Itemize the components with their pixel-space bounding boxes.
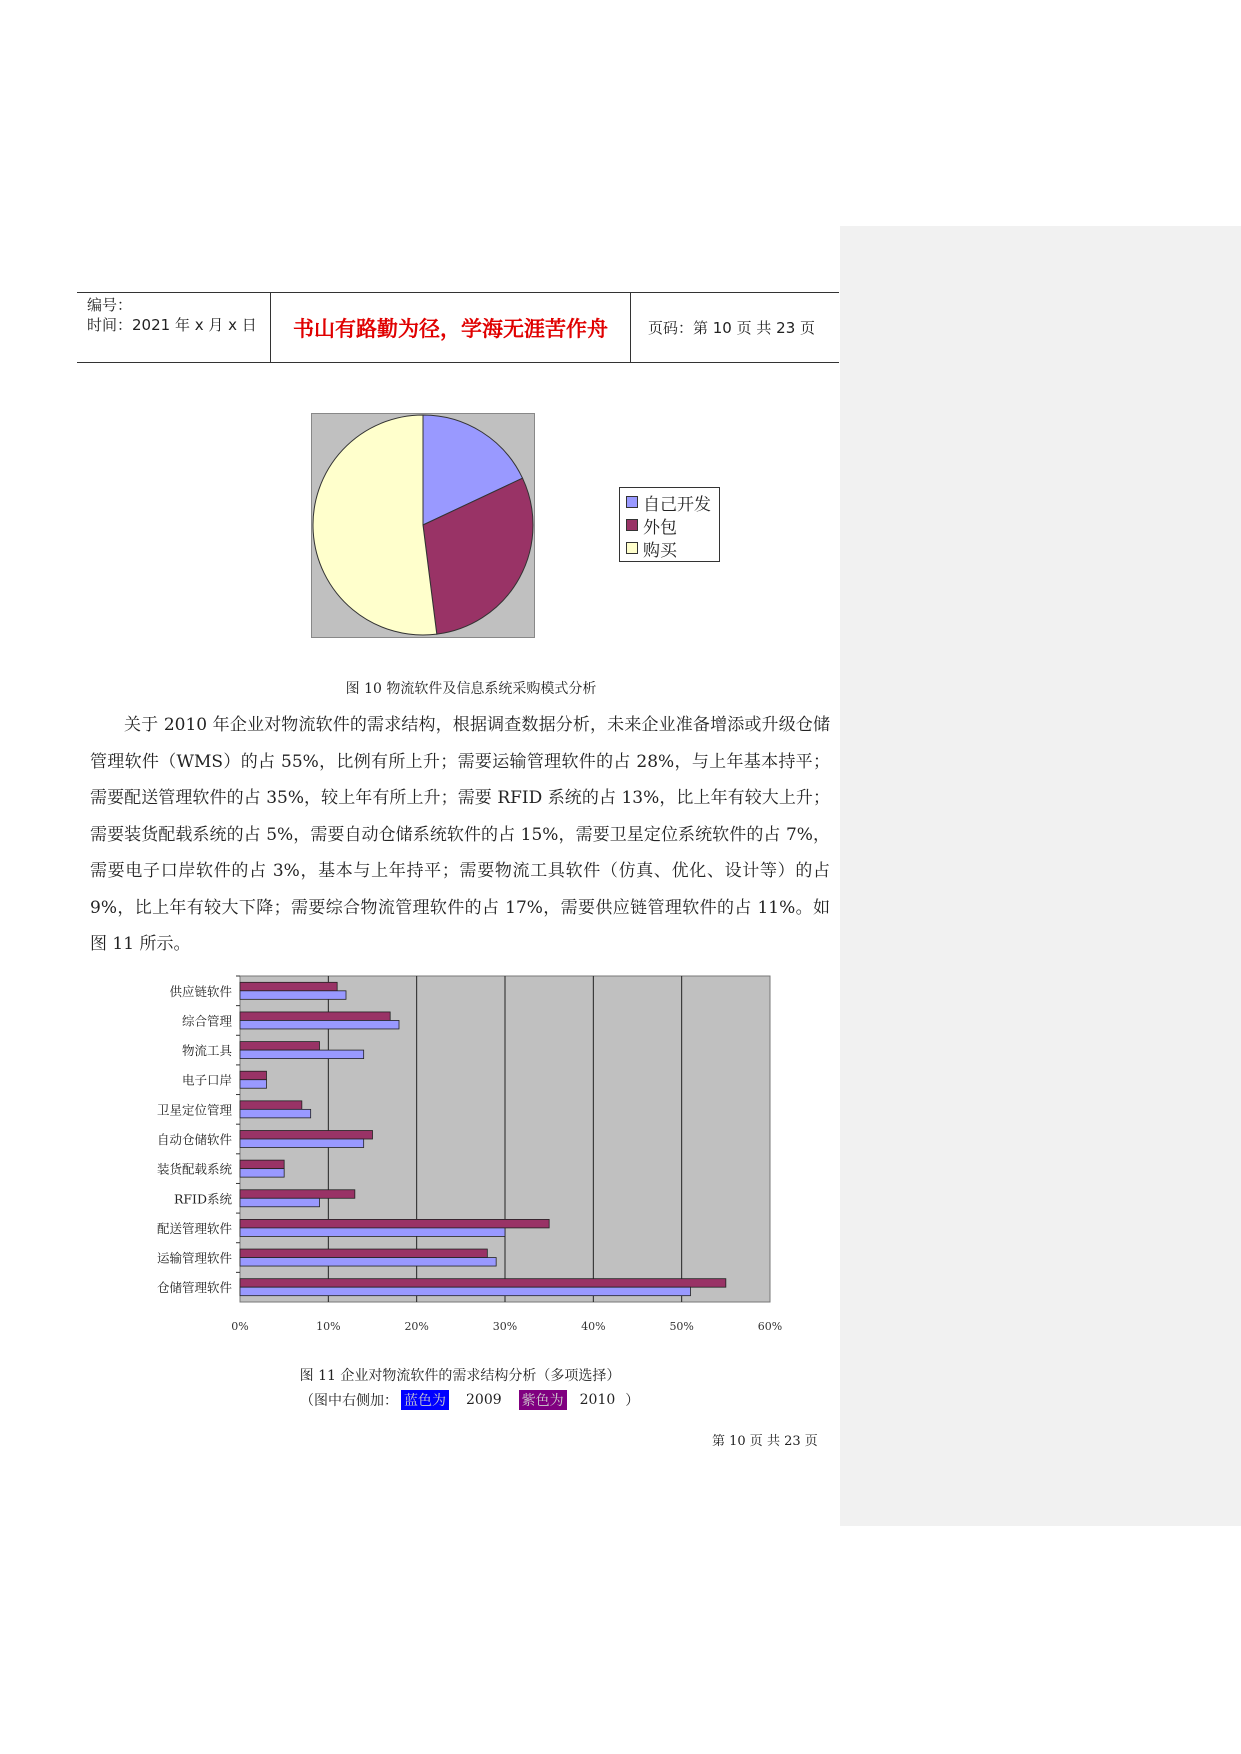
- x-tick-label: 40%: [581, 1320, 606, 1333]
- category-label: 卫星定位管理: [156, 1102, 232, 1118]
- pie-legend: [619, 487, 720, 562]
- x-tick-label: 20%: [404, 1320, 429, 1333]
- bar-2010: [240, 1160, 284, 1169]
- x-tick-label: 10%: [316, 1320, 341, 1333]
- page-header: [77, 292, 839, 363]
- pie-legend-item: [626, 514, 677, 536]
- figure-11-caption: 图 11 企业对物流软件的需求结构分析（多项选择）: [299, 1368, 621, 1384]
- bar-2009: [240, 1169, 284, 1178]
- legend-suffix: ）: [625, 1393, 640, 1409]
- legend-year-2010: 2010: [579, 1392, 616, 1408]
- bar-2010: [240, 982, 337, 991]
- category-label: 供应链软件: [169, 983, 232, 999]
- bar-2010: [240, 1190, 355, 1199]
- category-label: 电子口岸: [181, 1072, 232, 1088]
- bar-2010: [240, 1249, 487, 1258]
- header-motto: 书山有路勤为径，学海无涯苦作舟: [270, 293, 631, 362]
- comment-side-panel: [840, 226, 1241, 1526]
- paragraph-text: 关于 2010 年企业对物流软件的需求结构，根据调查数据分析，未来企业准备增添或升级仓储管理软件（WMS）的占 55%，比例有所上升；需要运输管理软件的占 28%，与上年基本持平；需要配送管理软件的占 35%，较上年有所上升；需要 RFID 系统的占 13%，比上年有较大上升；需要装货配载系统的占 5%，需要自动仓储系统软件的占 15%，需要卫星定位系统软件的占 7%，需要电子口岸软件的占 3%，基本与上年持平；需要物流工具软件（仿真、优化、设计等）的占 9%，比上年有较大下降；需要综合物流管理软件的占 17%，需要供应链管理软件的占 11%。如图 11 所示。: [90, 715, 830, 954]
- page-footer: 第 10 页 共 23 页: [712, 1434, 818, 1449]
- pie-legend-swatch: [626, 542, 638, 554]
- bar-2010: [240, 1219, 549, 1228]
- bar-2010: [240, 1101, 302, 1110]
- category-label: 自动仓储软件: [156, 1132, 232, 1147]
- bar-2009: [240, 1109, 311, 1118]
- pie-legend-item: [626, 537, 677, 559]
- bar-2010: [240, 1071, 267, 1080]
- category-label: 物流工具: [181, 1043, 232, 1059]
- bar-2009: [240, 1198, 320, 1207]
- category-label: 运输管理软件: [156, 1250, 232, 1266]
- pie-legend-swatch: [626, 519, 638, 531]
- legend-box-2010: 紫色为: [519, 1390, 567, 1410]
- bar-2009: [240, 1139, 364, 1148]
- x-tick-label: 30%: [492, 1320, 518, 1333]
- category-label: 仓储管理软件: [156, 1280, 232, 1296]
- number-label: 编号：: [87, 296, 133, 314]
- bar-2009: [240, 1050, 364, 1059]
- bar-2009: [240, 1287, 691, 1296]
- pie-legend-label: 外包: [643, 517, 677, 538]
- category-label: 配送管理软件: [156, 1220, 232, 1236]
- legend-year-2009: 2009: [466, 1392, 502, 1408]
- pie-legend-label: 购买: [643, 540, 677, 561]
- pie-chart: [312, 414, 534, 637]
- bar-2010: [240, 1042, 320, 1051]
- bar-legend-note: [300, 1390, 639, 1410]
- header-page-label: 页码：第 10 页 共 23 页: [648, 319, 816, 337]
- bar-2009: [240, 991, 346, 1000]
- pie-chart-area: [311, 413, 535, 638]
- pie-legend-label: 自己开发: [643, 494, 711, 515]
- bar-2010: [240, 1131, 373, 1140]
- bar-2009: [240, 1228, 505, 1237]
- x-tick-label: 60%: [757, 1320, 783, 1333]
- pie-slice-2: [313, 415, 437, 635]
- bar-2010: [240, 1279, 726, 1288]
- x-tick-label: 50%: [669, 1320, 694, 1333]
- x-tick-label: 0%: [231, 1320, 249, 1333]
- category-label: 装货配载系统: [156, 1161, 232, 1177]
- pie-legend-item: [626, 491, 711, 513]
- header-left: [87, 293, 267, 364]
- bar-2009: [240, 1258, 496, 1267]
- category-label: 综合管理: [181, 1013, 232, 1029]
- body-paragraph: [90, 707, 830, 963]
- figure-10-caption: 图 10 物流软件及信息系统采购模式分析: [345, 681, 597, 697]
- bar-2009: [240, 1020, 399, 1029]
- bar-chart: [130, 970, 790, 1350]
- legend-box-2009: 蓝色为: [401, 1390, 449, 1410]
- time-label: 时间：2021 年 x 月 x 日: [87, 316, 257, 334]
- bar-2010: [240, 1012, 390, 1021]
- pie-legend-swatch: [626, 496, 638, 508]
- bar-2009: [240, 1080, 267, 1089]
- category-label: RFID系统: [173, 1191, 232, 1207]
- legend-prefix: （图中右侧加：: [300, 1393, 398, 1409]
